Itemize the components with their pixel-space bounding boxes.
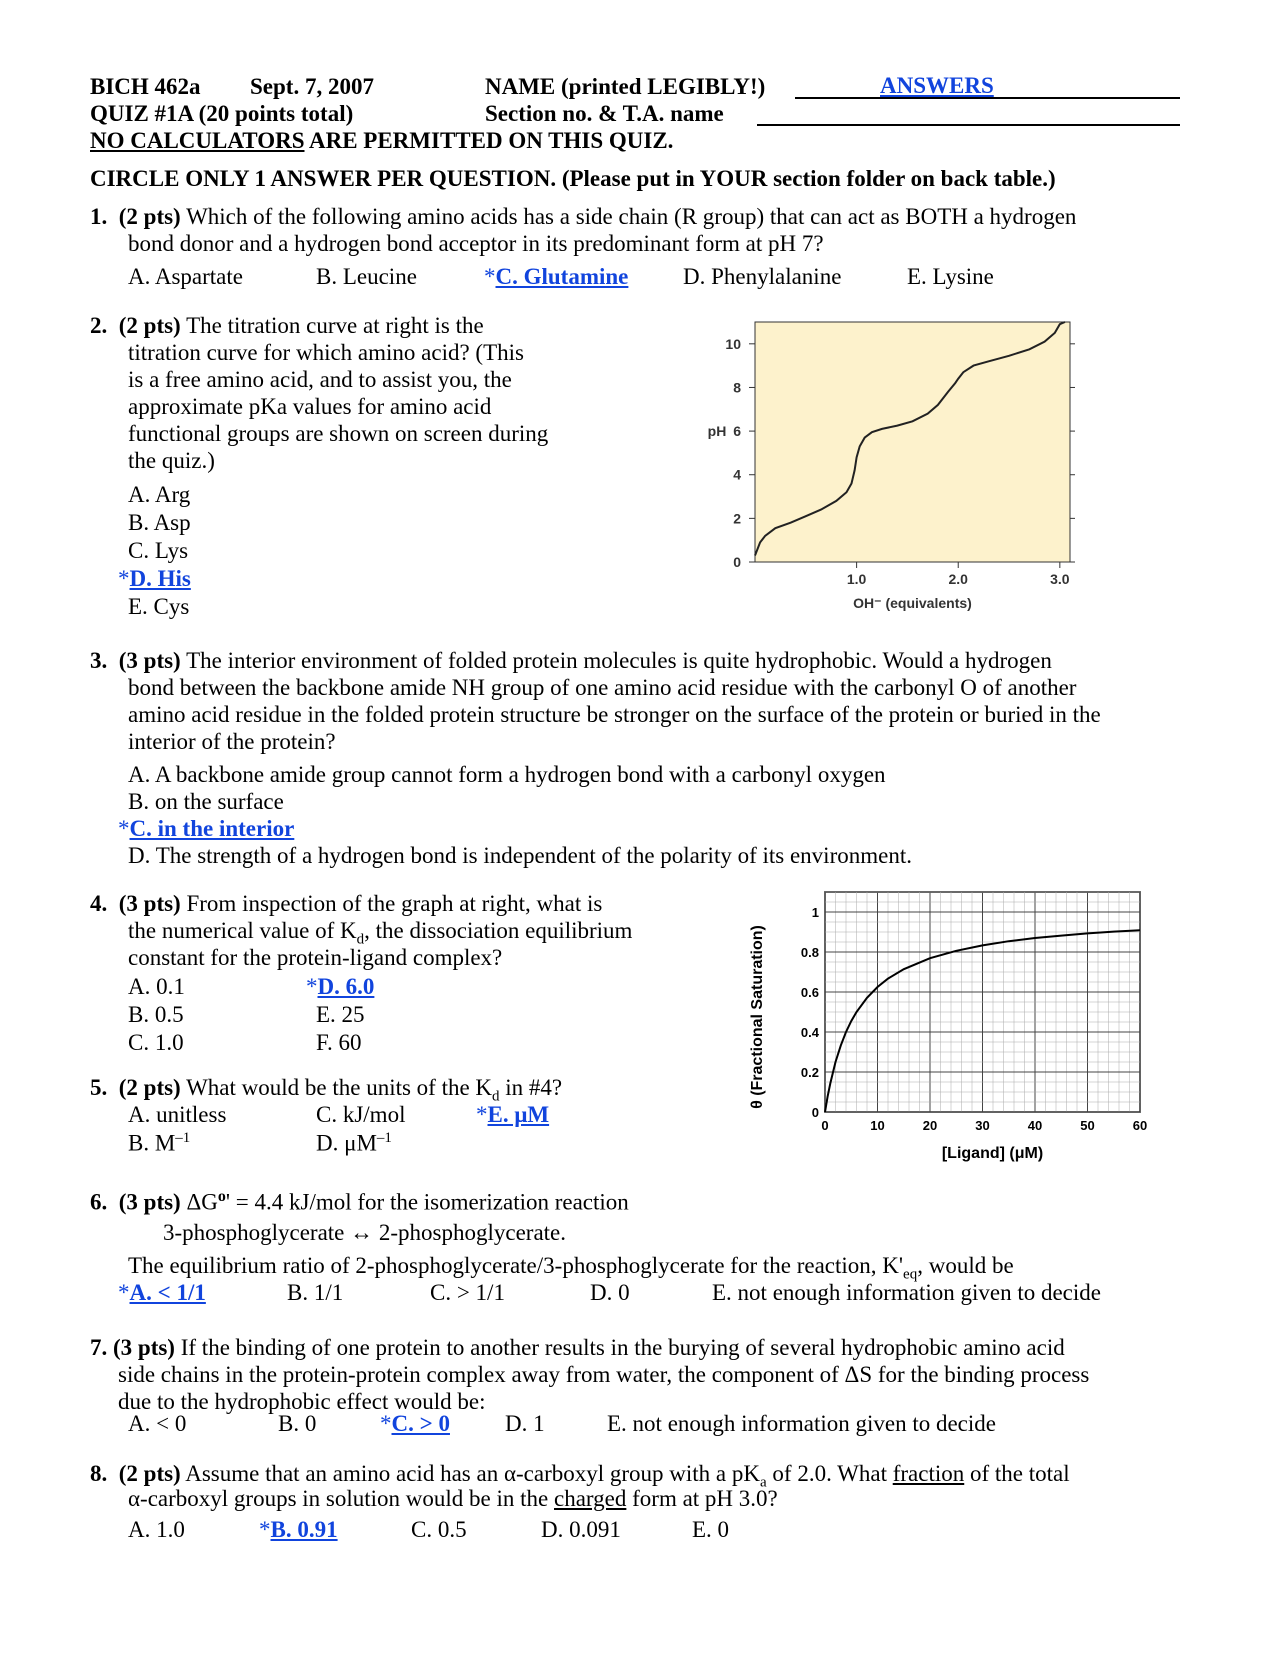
q5-option-a: A. unitless: [128, 1102, 227, 1127]
q7-line3: due to the hydrophobic effect would be:: [118, 1389, 486, 1414]
q8-option-d: D. 0.091: [541, 1517, 621, 1542]
q4-line3: constant for the protein-ligand complex?: [128, 945, 503, 970]
q8-option-c: C. 0.5: [411, 1517, 467, 1542]
q5-option-d: D. $\mu M^{-1}$: [316, 1130, 392, 1156]
q2-option-b: B. Asp: [128, 510, 191, 535]
q5-option-e-answer: *E. μM: [476, 1102, 550, 1127]
y-tick-label: 0.2: [800, 1065, 819, 1080]
q7-line2: side chains in the protein-protein complex away from water, the component of ΔS for the binding process: [118, 1362, 1090, 1387]
q3-line4: interior of the protein?: [128, 729, 336, 754]
q1-option-c-answer: *C. Glutamine: [484, 264, 629, 289]
y-tick-label: 0: [811, 1105, 819, 1120]
section-label: Section no. & T.A. name: [485, 101, 724, 126]
q6-line3: The equilibrium ratio of 2-phosphoglycerate/3-phosphoglycerate for the reaction, $K'_{eq}$, would be: [128, 1253, 1014, 1283]
y-tick-label: 0.4: [800, 1025, 819, 1040]
q3-option-a: A. A backbone amide group cannot form a hydrogen bond with a carbonyl oxygen: [128, 762, 886, 787]
q4-option-c: C. 1.0: [128, 1030, 184, 1055]
q2-option-d-answer: *D. His: [118, 566, 191, 591]
q1-option-d: D. Phenylalanine: [683, 264, 842, 289]
q6-option-a-answer: *A. < 1/1: [118, 1280, 206, 1305]
x-tick-label: 20: [922, 1118, 938, 1133]
x-tick-label: 60: [1132, 1118, 1148, 1133]
q3-option-c-answer: *C. in the interior: [118, 816, 295, 841]
q4-option-a: A. 0.1: [128, 974, 185, 999]
q4-line2: the numerical value of $K_d$, the dissociation equilibrium: [128, 918, 633, 948]
section-line: [757, 124, 1180, 126]
q2-option-c: C. Lys: [128, 538, 189, 563]
q3-option-b: B. on the surface: [128, 789, 284, 814]
q8-line1: 8. (2 pts) Assume that an amino acid has an α-carboxyl group with a $pK_a$ of 2.0. What fraction of the total: [90, 1461, 1070, 1491]
q1-option-b: B. Leucine: [316, 264, 417, 289]
x-tick-label: 40: [1027, 1118, 1043, 1133]
y-axis-label: θ (Fractional Saturation): [749, 925, 766, 1109]
q3-line3: amino acid residue in the folded protein structure be stronger on the surface of the protein or buried in the: [128, 702, 1101, 727]
q2-line3: is a free amino acid, and to assist you, the: [128, 367, 512, 392]
calculator-notice: NO CALCULATORS ARE PERMITTED ON THIS QUIZ.: [90, 128, 674, 153]
q8-option-a: A. 1.0: [128, 1517, 185, 1542]
q1-line2: bond donor and a hydrogen bond acceptor in its predominant form at pH 7?: [128, 231, 824, 256]
q6-option-e: E. not enough information given to decide: [712, 1280, 1101, 1305]
x-tick-label: 10: [870, 1118, 885, 1133]
q6-option-d: D. 0: [590, 1280, 630, 1305]
q8-option-b-answer: *B. 0.91: [259, 1517, 338, 1542]
x-tick-label: 30: [975, 1118, 990, 1133]
y-tick-label: 6: [733, 423, 741, 440]
q7-option-e: E. not enough information given to decide: [607, 1411, 996, 1436]
q5-option-b: B. $M^{-1}$: [128, 1130, 191, 1156]
q2-line6: the quiz.): [128, 448, 215, 473]
q8-option-e: E. 0: [692, 1517, 730, 1542]
q4-option-d-answer: *D. 6.0: [306, 974, 375, 999]
x-tick-label: 3.0: [1050, 571, 1070, 587]
x-tick-label: 50: [1080, 1118, 1095, 1133]
titration-chart: [690, 310, 1090, 630]
name-value: ANSWERS: [880, 73, 994, 98]
y-tick-label: 0.8: [800, 945, 819, 960]
binding-curve-chart: [740, 880, 1148, 1170]
q2-line1: 2. (2 pts) The titration curve at right is the: [90, 313, 484, 338]
q7-line1: 7. (3 pts) If the binding of one protein to another results in the burying of several hydrophobic amino acid: [90, 1335, 1065, 1360]
y-tick-label: 8: [733, 379, 741, 396]
y-tick-label: 10: [725, 335, 741, 352]
q4-option-e: E. 25: [316, 1002, 365, 1027]
q2-option-e: E. Cys: [128, 594, 190, 619]
q7-option-b: B. 0: [278, 1411, 317, 1436]
q4-option-f: F. 60: [316, 1030, 362, 1055]
q4-line1: 4. (3 pts) From inspection of the graph at right, what is: [90, 891, 603, 916]
y-tick-label: 0: [733, 554, 741, 570]
q6-option-c: C. > 1/1: [430, 1280, 505, 1305]
q6-line1: 6. (3 pts) $\Delta G^o' = 4.4$ kJ/mol for the isomerization reaction: [90, 1188, 629, 1215]
q6-option-b: B. 1/1: [287, 1280, 344, 1305]
q1-option-e: E. Lysine: [907, 264, 994, 289]
y-tick-label: 1: [811, 905, 819, 920]
q3-line1: 3. (3 pts) The interior environment of folded protein molecules is quite hydrophobic. Would a hydrogen: [90, 648, 1052, 673]
q5-option-c: C. kJ/mol: [316, 1102, 406, 1127]
x-tick-label: 1.0: [846, 571, 867, 587]
q6-reaction: 3-phosphoglycerate ↔ 2-phosphoglycerate.: [163, 1220, 567, 1245]
x-tick-label: 0: [821, 1118, 829, 1133]
instructions: CIRCLE ONLY 1 ANSWER PER QUESTION. (Please put in YOUR section folder on back table.): [90, 166, 1056, 191]
y-tick-label: 2: [733, 510, 741, 527]
y-tick-label: 0.6: [800, 985, 819, 1000]
x-tick-label: 2.0: [948, 571, 968, 587]
q2-line4: approximate pKa values for amino acid: [128, 394, 492, 419]
quiz-title: QUIZ #1A (20 points total): [90, 101, 354, 126]
quiz-date: Sept. 7, 2007: [250, 74, 374, 99]
q2-option-a: A. Arg: [128, 482, 191, 507]
course-label: BICH 462a: [90, 74, 201, 99]
q8-line2: α-carboxyl groups in solution would be in the charged form at pH 3.0?: [128, 1486, 778, 1511]
q7-option-c-answer: *C. > 0: [380, 1411, 450, 1436]
q7-option-a: A. < 0: [128, 1411, 187, 1436]
q1-line1: 1. (2 pts) Which of the following amino acids has a side chain (R group) that can act as BOTH a hydrogen: [90, 204, 1077, 229]
y-tick-label: 4: [733, 466, 741, 483]
q4-option-b: B. 0.5: [128, 1002, 184, 1027]
y-axis-label: pH: [707, 423, 727, 440]
x-axis-label: OH⁻ (equivalents): [853, 595, 972, 611]
x-axis-label: [Ligand] (μM): [941, 1145, 1044, 1162]
q5-line1: 5. (2 pts) What would be the units of the $K_d$ in #4?: [90, 1075, 563, 1105]
q1-option-a: A. Aspartate: [128, 264, 243, 289]
q3-option-d: D. The strength of a hydrogen bond is independent of the polarity of its environment.: [128, 843, 912, 868]
q3-line2: bond between the backbone amide NH group of one amino acid residue with the carbonyl O of another: [128, 675, 1077, 700]
q2-line5: functional groups are shown on screen during: [128, 421, 549, 446]
q2-line2: titration curve for which amino acid? (This: [128, 340, 524, 365]
name-label: NAME (printed LEGIBLY!): [485, 74, 766, 99]
plot-area: [755, 322, 1070, 562]
q7-option-d: D. 1: [505, 1411, 545, 1436]
